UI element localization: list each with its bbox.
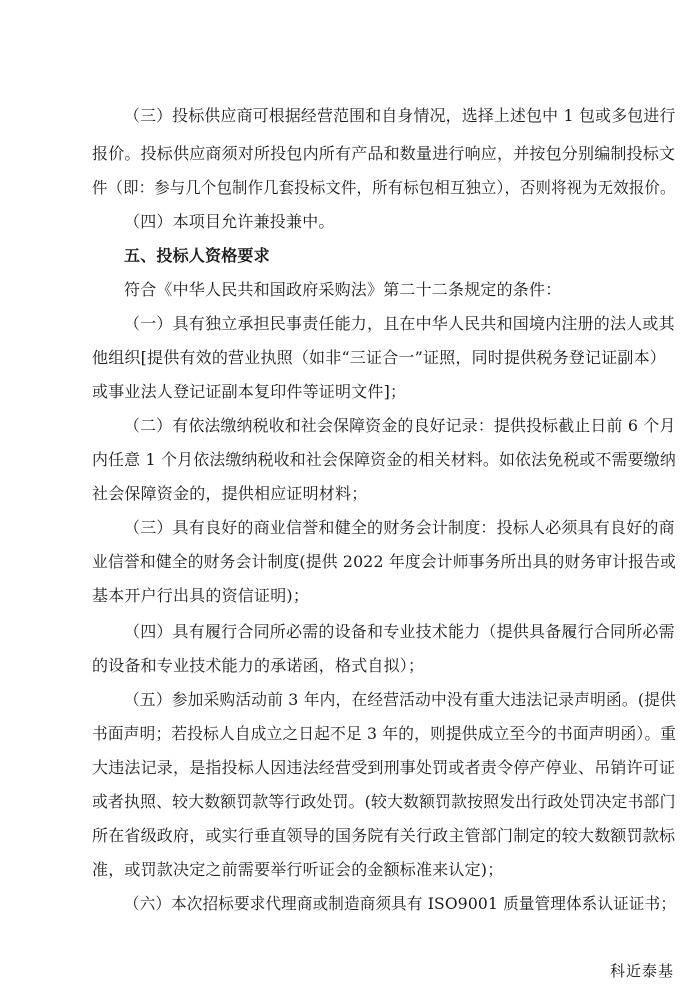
watermark-text: 科近泰基 — [610, 962, 675, 980]
document-page: （三）投标供应商可根据经营范围和自身情况，选择上述包中 1 包或多包进行 报价。投标供应商须对所投包内所有产品和数量进行响应，并按包分别编制投标文 件（即：参与几个包制作几套投标文件，所有标包相互独立），否则将视为无效报价。 （四）本项目允许兼投兼中。 五、投标人资格要求 符合《中华人民共和国政府采购法》第二十二条规定的条件： （一）具有独立承担民事责任能力，且在中华人民共和国境内注册的法人或其 他组织[提供有效的营业执照（如非“三证合一”证照，同时提供税务登记证副本） 或事业法人登记证副本复印件等证明文件]； （二）有依法缴纳税收和社会保障资金的良好记录：提供投标截止日前 6 个月 内任意 1 个月依法缴纳税收和社会保障资金的相关材料。如依法免税或不需要缴纳 社会保障资金的，提供相应证明材料； （三）具有良好的商业信誉和健全的财务会计制度：投标人必须具有良好的商 业信誉和健全的财务会计制度(提供 2022 年度会计师事务所出具的财务审计报告或 基本开户行出具的资信证明)； （四）具有履行合同所必需的设备和专业技术能力（提供具备履行合同所必需 的设备和专业技术能力的承诺函，格式自拟）； （五）参加采购活动前 3 年内，在经营活动中没有重大违法记录声明函。(提供 书面声明；若投标人自成立之日起不足 3 年的，则提供成立至今的书面声明函）。重 大违法记录，是指投标人因违法经营受到刑事处罚或者责令停产停业、吊销许可证 或者执照、较大数额罚款等行政处罚。(较大数额罚款按照发出行政处罚决定书部门 所在省级政府，或实行垂直领导的国务院有关行政主管部门制定的较大数额罚款标 准，或罚款决定之前需要举行听证会的金额标准来认定)； （六）本次招标要求代理商或制造商须具有 ISO9001 质量管理体系认证证书； 科近泰基 — [92, 106, 677, 980]
